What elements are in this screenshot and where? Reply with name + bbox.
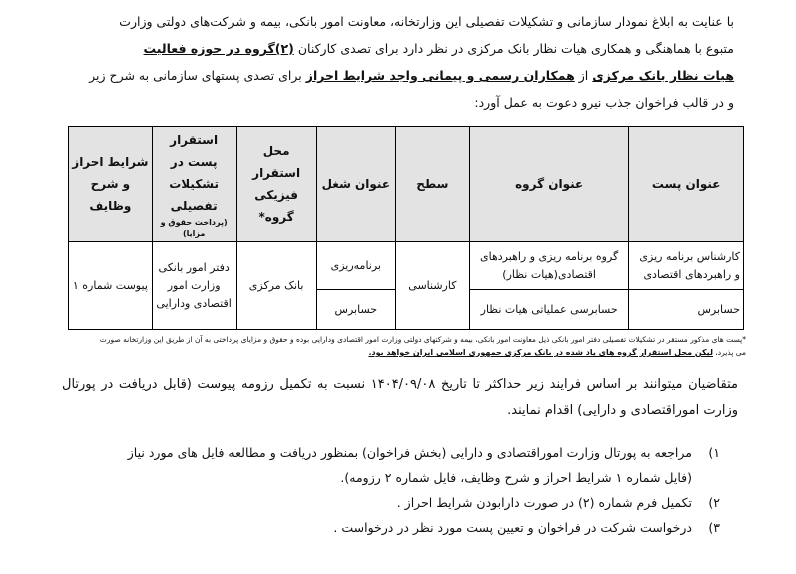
- intro-group-count: (۲)گروه در حوزه فعالیت: [143, 41, 294, 56]
- list-item: [100, 515, 720, 540]
- step-number: ۲): [708, 495, 720, 510]
- footnote-line1: *پست های مذکور مستقر در تشکیلات تفصیلی دفتر امور بانکی ذیل معاونت امور بانکی، بیمه و شرکتهای دولتی وزارت امور اقتصادی ودارایی بوده و حقوق و مزایای پرداختی به آن از طریق این وزارتخانه صورت: [99, 335, 746, 344]
- footnote-line2: می پذیرد،: [712, 348, 746, 357]
- header-post-title: عنوان پست: [629, 127, 744, 242]
- intro-from: از: [574, 68, 593, 83]
- cell-job-title: برنامه‌ریزی: [316, 242, 395, 290]
- cell-level: کارشناسی: [395, 242, 469, 330]
- step-text: مراجعه به پورتال وزارت اموراقتصادی و دارایی (بخش فراخوان) بمنظور دریافت و مطالعه فایل های مورد نیاز (فایل شماره ۱ شرایط احراز و شرح وظایف، فایل شماره ۲ رزومه).: [127, 445, 692, 485]
- header-group-title: عنوان گروه: [469, 127, 629, 242]
- intro-board-name: هیات نظار بانک مرکزی: [592, 68, 734, 83]
- job-positions-table: [68, 126, 744, 330]
- step-text: تکمیل فرم شماره (۲) در صورت دارابودن شرایط احراز .: [396, 495, 692, 510]
- header-post-placement: [152, 127, 236, 242]
- cell-post-title: حسابرس: [629, 290, 744, 330]
- intro-line3-rest: برای تصدی پستهای سازمانی به شرح زیر: [89, 68, 306, 83]
- intro-paragraph: [62, 8, 734, 116]
- footnote-emphasis: لیکن محل استقرار گروه های یاد شده در بانک مرکزی جمهوری اسلامی ایران خواهد بود.: [368, 348, 713, 357]
- steps-list: [100, 440, 720, 540]
- table-footnote: [62, 333, 746, 359]
- step-number: ۱): [708, 445, 720, 460]
- table-header-row: [69, 127, 744, 242]
- cell-group-title: حسابرسی عملیاتی هیات نظار: [469, 290, 629, 330]
- cell-conditions: پیوست شماره ۱: [69, 242, 153, 330]
- header-job-title: عنوان شغل: [316, 127, 395, 242]
- intro-eligibility: همکاران رسمی و پیمانی واجد شرایط احراز: [305, 68, 575, 83]
- cell-job-title: حسابرس: [316, 290, 395, 330]
- cell-post-placement: دفتر امور بانکی وزارت امور اقتصادی ودارایی: [152, 242, 236, 330]
- header-post-placement-label: استقرار پست در تشکیلات تفصیلی: [169, 133, 220, 213]
- header-level: سطح: [395, 127, 469, 242]
- cell-group-title: گروه برنامه ریزی و راهبردهای اقتصادی(هیات نظار): [469, 242, 629, 290]
- header-post-placement-note: (پرداخت حقوق و مزایا): [160, 218, 228, 238]
- intro-line4: و در قالب فراخوان جذب نیرو دعوت به عمل آورد:: [474, 95, 734, 110]
- intro-line2: متبوع با هماهنگی و همکاری هیات نظار بانک مرکزی در نظر دارد برای تصدی کارکنان: [293, 41, 734, 56]
- list-item: [100, 490, 720, 515]
- step-text: درخواست شرکت در فراخوان و تعیین پست مورد نظر در درخواست .: [333, 520, 692, 535]
- cell-post-title: کارشناس برنامه ریزی و راهبردهای اقتصادی: [629, 242, 744, 290]
- header-physical-location: محل استقرار فیزیکی گروه*: [236, 127, 316, 242]
- step-number: ۳): [708, 520, 720, 535]
- header-conditions: شرایط احراز و شرح وظایف: [69, 127, 153, 242]
- deadline-paragraph: متقاضیان میتوانند بر اساس فرایند زیر حداکثر تا تاریخ ۱۴۰۴/۰۹/۰۸ نسبت به تکمیل رزومه پیوست (قابل دریافت در پورتال وزارت اموراقتصادی و دارایی) اقدام نمایند.: [62, 377, 738, 418]
- intro-line1: با عنایت به ابلاغ نمودار سازمانی و تشکیلات تفصیلی این وزارتخانه، معاونت امور بانکی، بیمه و شرکت‌های دولتی وزارت: [119, 14, 734, 29]
- table-row: [69, 242, 744, 290]
- list-item: [100, 440, 720, 490]
- cell-physical-location: بانک مرکزی: [236, 242, 316, 330]
